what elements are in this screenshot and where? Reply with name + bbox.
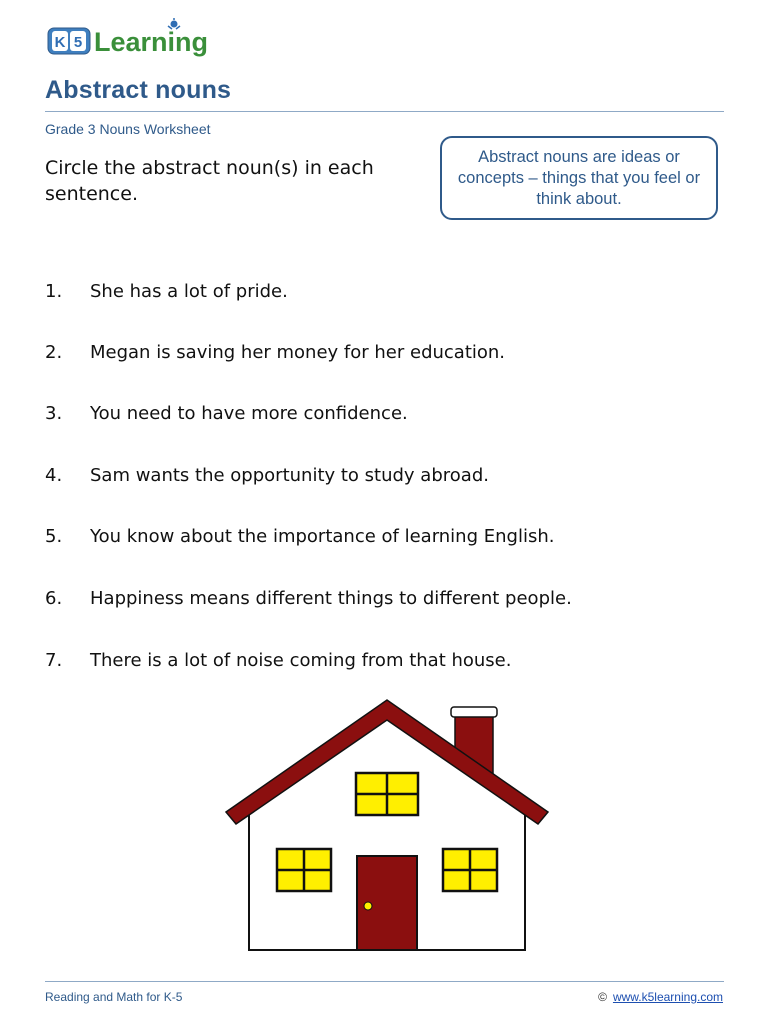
footer-link-area (598, 990, 723, 1004)
footer-divider (45, 981, 724, 982)
item-sentence: Sam wants the opportunity to study abroad. (90, 465, 489, 486)
item-sentence: You know about the importance of learning English. (90, 526, 555, 547)
worksheet-subtitle: Grade 3 Nouns Worksheet (45, 121, 211, 137)
attic-window (356, 773, 418, 815)
item-number: 1. (45, 281, 63, 302)
left-window (277, 849, 331, 891)
copyright-symbol: © (598, 990, 607, 1004)
item-sentence: Happiness means different things to different people. (90, 588, 572, 609)
house-illustration (222, 698, 552, 959)
item-number: 2. (45, 342, 63, 363)
definition-callout (440, 136, 718, 220)
right-window (443, 849, 497, 891)
item-sentence: She has a lot of pride. (90, 281, 288, 302)
item-sentence: Megan is saving her money for her education. (90, 342, 506, 363)
logo-spark-icon (171, 21, 178, 28)
logo-k5-k: K (54, 34, 66, 51)
header-divider (45, 111, 724, 112)
page-title: Abstract nouns (45, 76, 232, 104)
definition-callout-text: Abstract nouns are ideas or concepts – things that you feel or think about. (457, 147, 701, 208)
item-number: 5. (45, 526, 63, 547)
k5-learning-logo (46, 18, 246, 60)
logo-k5-5: 5 (73, 34, 83, 51)
item-sentence: You need to have more confidence. (90, 403, 408, 424)
website-link[interactable]: www.k5learning.com (612, 990, 723, 1004)
door-knob (364, 902, 372, 910)
item-number: 3. (45, 403, 63, 424)
item-number: 6. (45, 588, 63, 609)
item-sentence: There is a lot of noise coming from that house. (90, 650, 512, 671)
instruction-text: Circle the abstract noun(s) in each sentence. (45, 157, 374, 205)
logo-learning-text: Learning (94, 27, 209, 57)
footer-tagline: Reading and Math for K-5 (45, 990, 183, 1004)
item-number: 4. (45, 465, 63, 486)
chimney-cap (451, 707, 497, 717)
item-number: 7. (45, 650, 63, 671)
